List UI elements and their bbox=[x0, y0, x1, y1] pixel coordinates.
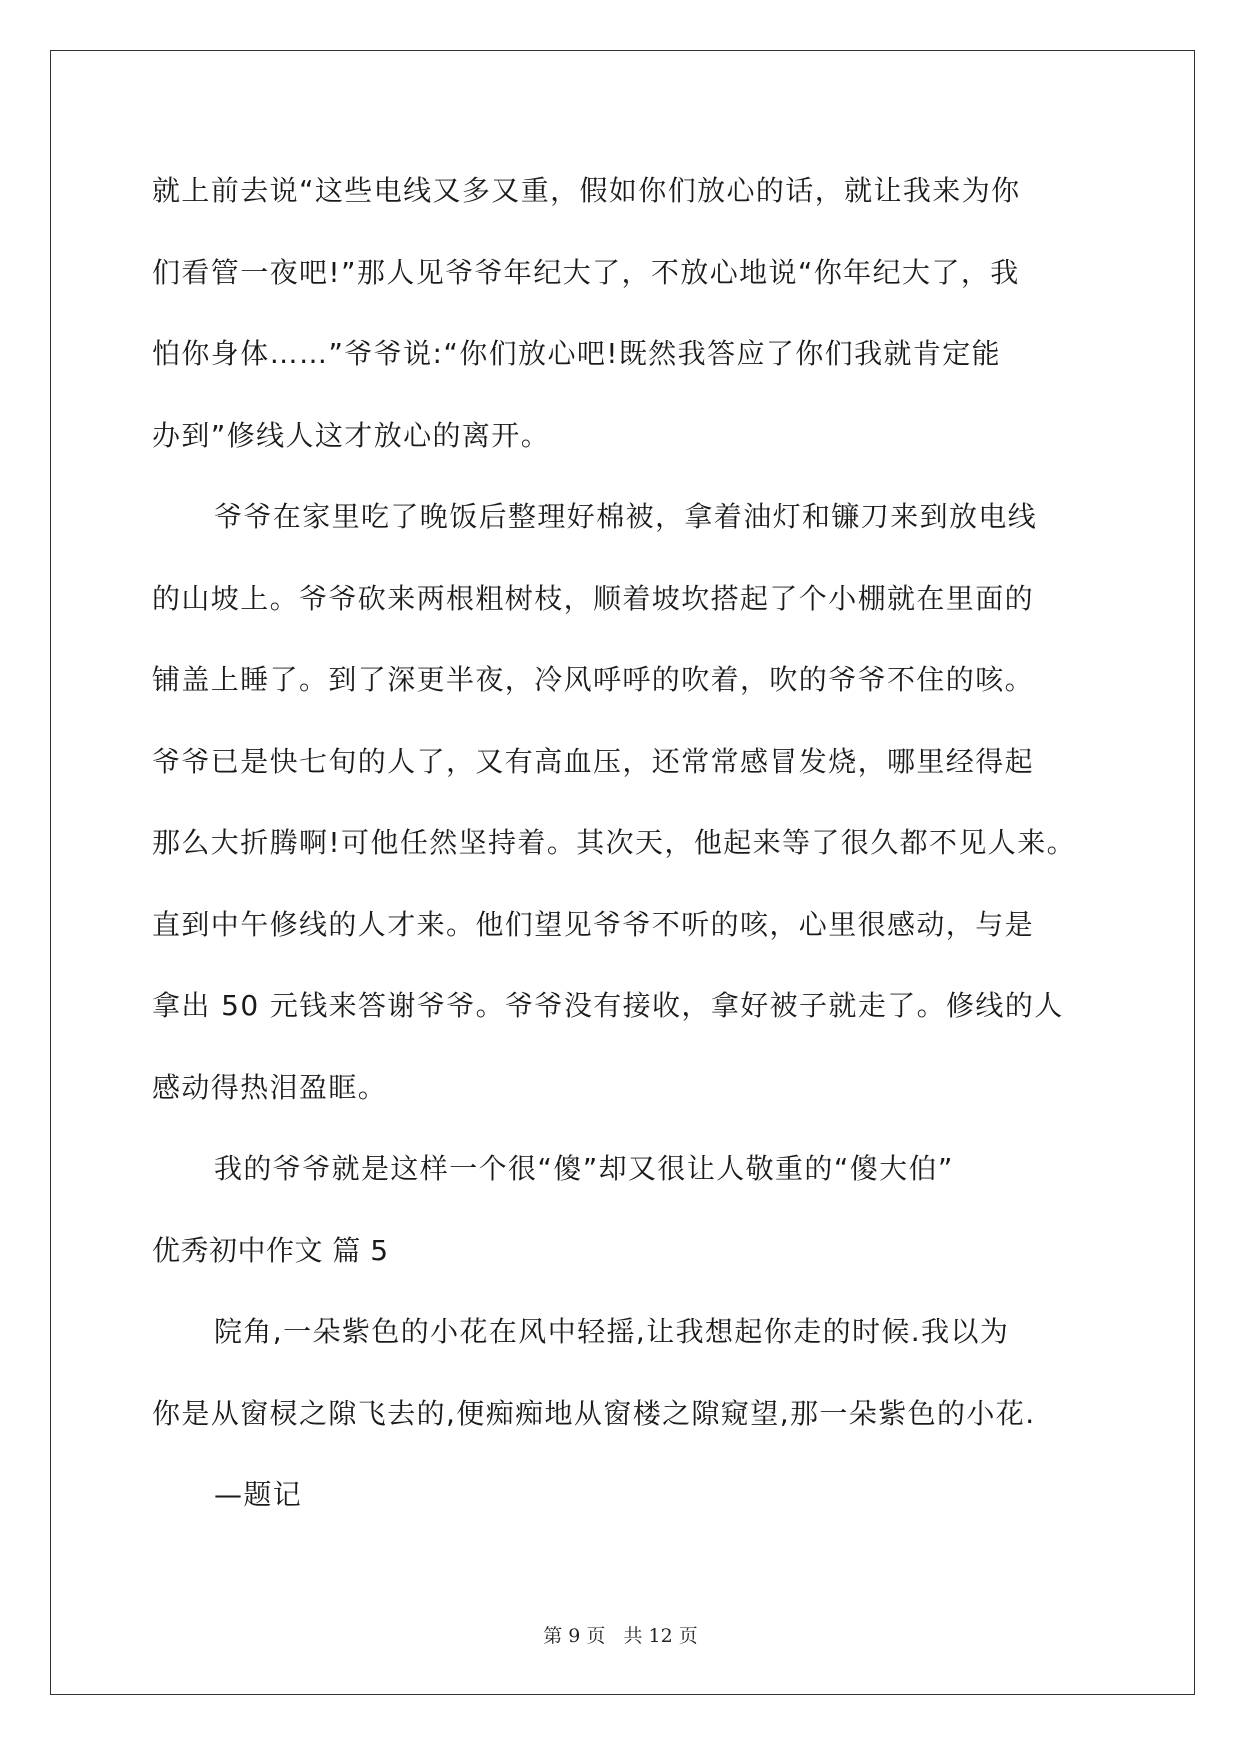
text-line-5: 爷爷在家里吃了晚饭后整理好棉被，拿着油灯和镰刀来到放电线 bbox=[214, 500, 1038, 533]
text-line-1: 就上前去说“这些电线又多又重，假如你们放心的话，就让我来为你 bbox=[152, 174, 1021, 207]
text-line-13: 我的爷爷就是这样一个很“傻”却又很让人敬重的“傻大伯” bbox=[214, 1152, 954, 1185]
page-number-footer: 第 9 页 共 12 页 bbox=[543, 1625, 698, 1647]
text-line-15: 院角,一朵紫色的小花在风中轻摇,让我想起你走的时候.我以为 bbox=[214, 1315, 1010, 1348]
text-line-6: 的山坡上。爷爷砍来两根粗树枝，顺着坡坎搭起了个小棚就在里面的 bbox=[152, 581, 1035, 615]
text-line-11: 拿出 50 元钱来答谢爷爷。爷爷没有接收，拿好被子就走了。修线的人 bbox=[152, 989, 1064, 1022]
text-line-7: 铺盖上睡了。到了深更半夜，冷风呼呼的吹着，吹的爷爷不住的咳。 bbox=[152, 663, 1035, 696]
text-line-10: 直到中午修线的人才来。他们望见爷爷不听的咳，心里很感动，与是 bbox=[152, 907, 1035, 941]
text-line-12: 感动得热泪盈眶。 bbox=[152, 1070, 388, 1104]
text-line-3: 怕你身体……”爷爷说:“你们放心吧!既然我答应了你们我就肯定能 bbox=[152, 337, 1002, 370]
text-line-9: 那么大折腾啊!可他任然坚持着。其次天，他起来等了很久都不见人来。 bbox=[152, 826, 1077, 859]
text-line-2: 们看管一夜吧!”那人见爷爷年纪大了，不放心地说“你年纪大了，我 bbox=[152, 255, 1020, 289]
epigraph-attribution: —题记 bbox=[214, 1478, 303, 1511]
text-line-16: 你是从窗棂之隙飞去的,便痴痴地从窗楼之隙窥望,那一朵紫色的小花. bbox=[152, 1396, 1036, 1430]
document-body bbox=[152, 150, 1092, 1536]
text-line-4: 办到”修线人这才放心的离开。 bbox=[152, 418, 551, 452]
text-line-8: 爷爷已是快七旬的人了，又有高血压，还常常感冒发烧，哪里经得起 bbox=[152, 744, 1035, 778]
section-heading: 优秀初中作文 篇 5 bbox=[152, 1233, 389, 1267]
